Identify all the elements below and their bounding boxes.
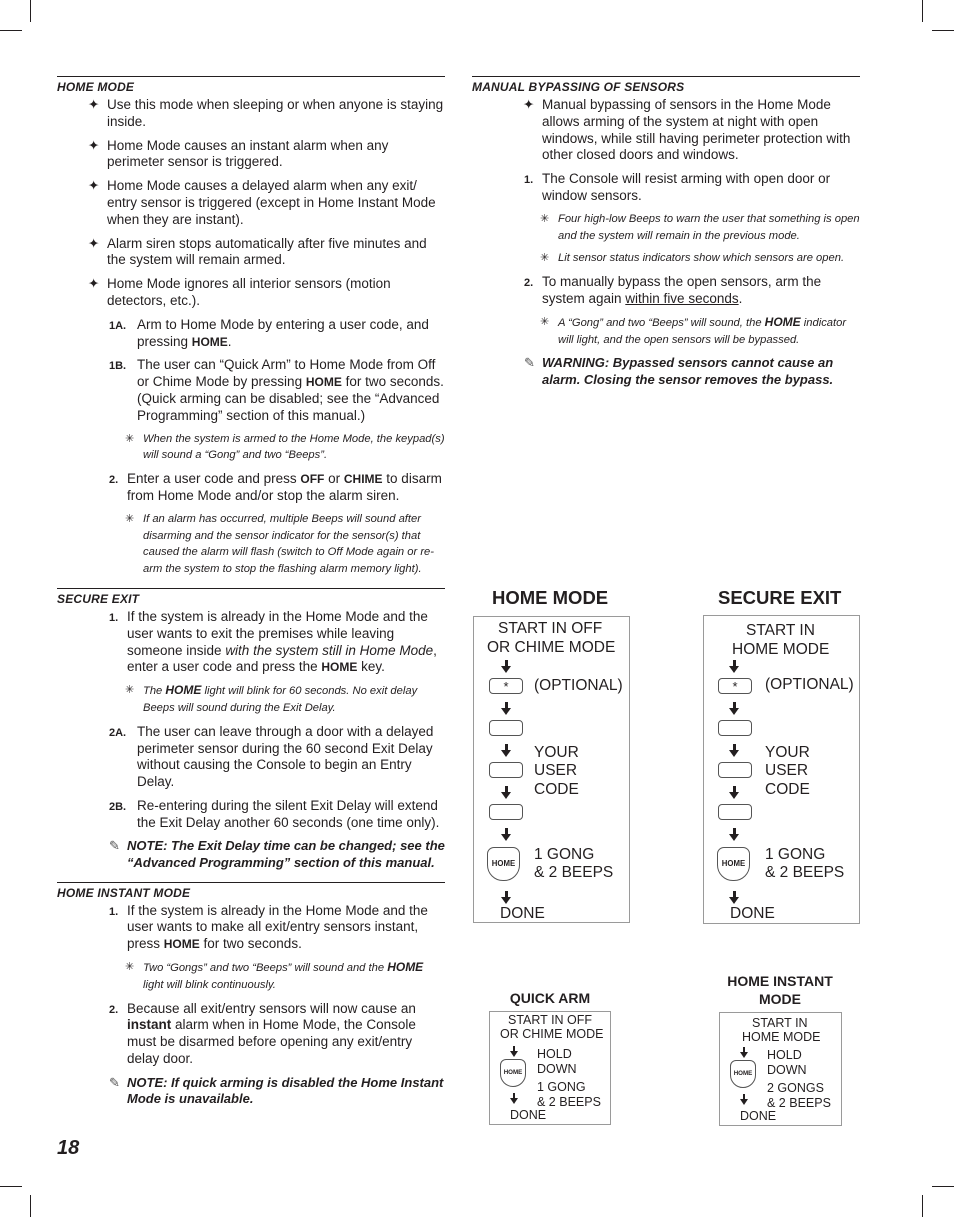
page-number: 18: [57, 1137, 80, 1159]
asterisk-note-icon: ✳: [540, 212, 550, 225]
asterisk-note-icon: ✳: [125, 432, 135, 445]
bullet-item: ✦ Home Mode causes a delayed alarm when any exit/ entry sensor is triggered (except in Home Instant Mode when they are instant).: [88, 178, 436, 227]
home-mode-section: [57, 76, 445, 578]
bullet-item: ✦ Home Mode ignores all interior sensors (motion detectors, etc.).: [88, 276, 391, 308]
crop-mark: [0, 1186, 22, 1187]
bullet-item: ✦ Use this mode when sleeping or when anyone is staying inside.: [88, 97, 444, 129]
note-1a: ✳ Four high-low Beeps to warn the user that something is open and the system will remain in the previous mode.: [540, 212, 860, 242]
keypad-button: [489, 762, 523, 778]
chime-key-label: CHIME: [343, 472, 383, 487]
home-key-label: HOME: [387, 960, 424, 975]
crop-mark: [30, 1195, 31, 1217]
exit-delay-note: ✎ NOTE: The Exit Delay time can be changed; see the “Advanced Programming” section of this manual.: [109, 838, 445, 871]
home-key-label: HOME: [305, 375, 342, 390]
down-arrow-icon: [500, 786, 512, 799]
home-key-button: HOME: [487, 847, 520, 881]
diamond-bullet-icon: ✦: [523, 97, 535, 112]
manual-bypass-heading: MANUAL BYPASSING OF SENSORS: [472, 76, 860, 94]
asterisk-note-icon: ✳: [125, 684, 135, 697]
keypad-button: [718, 762, 752, 778]
note-1b: ✳ Lit sensor status indicators show which sensors are open.: [472, 250, 860, 267]
keypad-button: [489, 804, 523, 820]
right-column: [472, 76, 860, 389]
bypass-warning: ✎ WARNING: Bypassed sensors cannot cause an alarm. Closing the sensor removes the bypass.: [524, 355, 834, 387]
home-instant-heading: HOME INSTANT MODE: [57, 882, 445, 900]
home-mode-diagram: START IN OFF OR CHIME MODE * (OPTIONAL) YOUR USER CODE HOME 1 GONG & 2 BEEPS DONE: [473, 616, 630, 923]
diamond-bullet-icon: ✦: [88, 178, 100, 194]
note-2: ✳ If an alarm has occurred, multiple Beeps will sound after disarming and the sensor indicator for the sensor(s) that caused the alarm will flash (switch to Off Mode again or re-arm the system to stop the flashing alarm memory light).: [125, 512, 434, 576]
home-instant-diagram: START IN HOME MODE HOLD DOWN HOME 2 GONGS & 2 BEEPS DONE: [719, 1012, 842, 1126]
secure-exit-heading: SECURE EXIT: [57, 588, 445, 606]
step-2a: 2A. The user can leave through a door with a delayed perimeter sensor during the 60 second Exit Delay without causing the Console to begin an Entry Delay.: [109, 723, 434, 790]
down-arrow-icon: [500, 744, 512, 757]
step-1b: 1B. The user can “Quick Arm” to Home Mode from Off or Chime Mode by pressing HOME for two seconds. (Quick arming can be disabled; see the “Advanced Programming” section of this manual.): [109, 357, 444, 423]
down-arrow-icon: [500, 828, 512, 841]
home-key-button: HOME: [500, 1059, 526, 1087]
pencil-icon: ✎: [524, 355, 535, 371]
quick-arm-note: ✎ NOTE: If quick arming is disabled the Home Instant Mode is unavailable.: [109, 1074, 444, 1107]
crop-mark: [922, 1195, 923, 1217]
down-arrow-icon: [739, 1047, 749, 1058]
home-key-label: HOME: [321, 660, 358, 675]
down-arrow-icon: [509, 1093, 519, 1104]
home-key-label: HOME: [163, 937, 200, 952]
note-2: ✳ A “Gong” and two “Beeps” will sound, the HOME indicator will light, and the open sensors will be bypassed.: [540, 314, 847, 346]
crop-mark: [922, 0, 923, 22]
home-key-label: HOME: [191, 334, 228, 349]
crop-mark: [0, 30, 22, 31]
down-arrow-icon: [728, 702, 740, 715]
secure-exit-diagram-title: SECURE EXIT: [718, 587, 842, 608]
home-key-button: HOME: [717, 847, 750, 881]
down-arrow-icon: [500, 891, 512, 904]
step-2: 2. To manually bypass the open sensors, arm the system again within five seconds.: [524, 274, 822, 306]
down-arrow-icon: [500, 702, 512, 715]
diamond-bullet-icon: ✦: [88, 137, 100, 153]
down-arrow-icon: [728, 660, 740, 673]
step-1a: 1A. Arm to Home Mode by entering a user code, and pressing HOME.: [109, 316, 429, 349]
crop-mark: [932, 1186, 954, 1187]
quick-arm-diagram-title: QUICK ARM: [509, 990, 591, 1006]
pencil-icon: ✎: [109, 838, 120, 854]
step-1: 1. If the system is already in the Home Mode and the user wants to exit the premises while leaving someone inside with the system still in Home Mode, enter a user code and press the HOME key.: [109, 608, 437, 675]
off-key-label: OFF: [300, 472, 325, 487]
left-column: [57, 76, 445, 1108]
note-1: ✳ The HOME light will blink for 60 seconds. No exit delay Beeps will sound during the Exit Delay.: [125, 683, 418, 714]
down-arrow-icon: [728, 891, 740, 904]
down-arrow-icon: [500, 660, 512, 673]
keypad-button: [718, 720, 752, 736]
step-2: 2. Because all exit/entry sensors will now cause an instant alarm when in Home Mode, the Console must be disarmed before opening any exit/entry delay door.: [109, 1000, 416, 1067]
diamond-bullet-icon: ✦: [88, 235, 100, 251]
asterisk-note-icon: ✳: [125, 512, 135, 525]
note-1: ✳ Two “Gongs” and two “Beeps” will sound and the HOME light will blink continuously.: [125, 960, 424, 991]
keypad-button: [489, 720, 523, 736]
bullet-item: ✦ Manual bypassing of sensors in the Home Mode allows arming of the system at night with open windows, while still having perimeter protection with other closed doors and windows.: [523, 97, 851, 163]
bullet-item: ✦ Alarm siren stops automatically after five minutes and the system will remain armed.: [88, 235, 427, 268]
pencil-icon: ✎: [109, 1074, 120, 1090]
home-instant-section: [57, 882, 445, 1108]
asterisk-note-icon: ✳: [125, 961, 135, 974]
star-key: *: [489, 678, 523, 694]
star-key: *: [718, 678, 752, 694]
home-mode-diagram-title: HOME MODE: [492, 587, 609, 608]
bullet-item: ✦ Home Mode causes an instant alarm when any perimeter sensor is triggered.: [88, 137, 389, 170]
step-2b: 2B. Re-entering during the silent Exit Delay will extend the Exit Delay another 60 seconds (one time only).: [109, 797, 440, 830]
crop-mark: [932, 30, 954, 31]
diamond-bullet-icon: ✦: [88, 97, 100, 112]
crop-mark: [30, 0, 31, 22]
note-1b: ✳ When the system is armed to the Home Mode, the keypad(s) will sound a “Gong” and two “Beeps”.: [125, 432, 445, 462]
home-mode-heading: HOME MODE: [57, 76, 445, 94]
home-key-label: HOME: [764, 314, 801, 329]
home-instant-diagram-title: HOME INSTANT MODE: [727, 973, 833, 1007]
asterisk-note-icon: ✳: [540, 252, 550, 265]
secure-exit-section: [57, 588, 445, 872]
down-arrow-icon: [509, 1046, 519, 1057]
secure-exit-diagram: START IN HOME MODE * (OPTIONAL) YOUR USER CODE HOME 1 GONG & 2 BEEPS DONE: [703, 615, 860, 924]
down-arrow-icon: [728, 786, 740, 799]
down-arrow-icon: [739, 1094, 749, 1105]
step-1: 1. If the system is already in the Home Mode and the user wants to make all exit/entry sensors instant, press HOME for two seconds.: [109, 902, 428, 952]
keypad-button: [718, 804, 752, 820]
asterisk-note-icon: ✳: [540, 315, 550, 328]
diamond-bullet-icon: ✦: [88, 276, 100, 292]
step-2: 2. Enter a user code and press OFF or CHIME to disarm from Home Mode and/or stop the alarm siren.: [109, 471, 442, 503]
step-1: 1. The Console will resist arming with open door or window sensors.: [524, 171, 831, 203]
quick-arm-diagram: START IN OFF OR CHIME MODE HOLD DOWN HOME 1 GONG & 2 BEEPS DONE: [489, 1011, 611, 1125]
home-key-label: HOME: [165, 683, 202, 698]
home-key-button: HOME: [730, 1060, 756, 1088]
down-arrow-icon: [728, 744, 740, 757]
down-arrow-icon: [728, 828, 740, 841]
